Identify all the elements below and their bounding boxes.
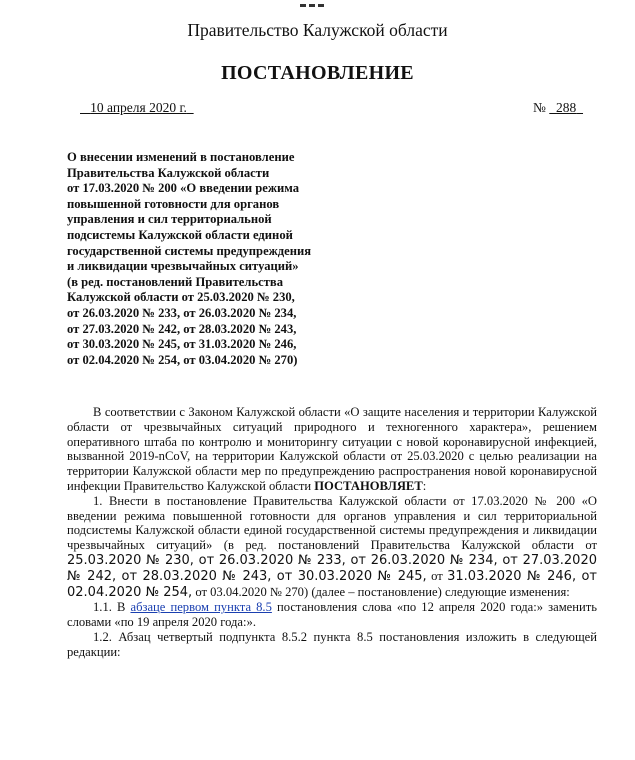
document-type-title: ПОСТАНОВЛЕНИЕ [221, 62, 414, 84]
paragraph-8-5-link[interactable]: абзаце первом пункта 8.5 [130, 600, 272, 615]
document-number [533, 100, 583, 116]
date-value: 10 апреля 2020 г. [90, 100, 187, 115]
subject-line: от 30.03.2020 № 245, от 31.03.2020 № 246, [67, 337, 297, 352]
number-label: № [533, 100, 546, 115]
subject-line: и ликвидации чрезвычайных ситуаций» [67, 259, 299, 274]
document-date [80, 100, 194, 116]
subject-line: Калужской области от 25.03.2020 № 230, [67, 290, 295, 305]
subject-line: от 27.03.2020 № 242, от 28.03.2020 № 243, [67, 321, 297, 336]
number-value: 288 [556, 100, 577, 115]
subject-line: управления и сил территориальной [67, 212, 272, 227]
document-body [67, 405, 597, 660]
subject-line: О внесении изменений в постановление [67, 150, 295, 164]
subject-line: повышенной готовности для органов [67, 196, 280, 211]
resolves-keyword: ПОСТАНОВЛЯЕТ [314, 478, 423, 493]
subject-line: от 17.03.2020 № 200 «О введении режима [67, 181, 300, 196]
subject-line: подсистемы Калужской области единой [67, 227, 293, 242]
coat-of-arms-fragment [300, 0, 340, 2]
item-1-paragraph: 1. Внести в постановление Правительства Калужской области от 17.03.2020 № 200 «О введении режима повышенной готовности для органов управления и сил территориальной подсистемы Калужской области единой государственной системы предупреждения и ликвидации чрезвычайных ситуаций» (в ред. постановлений Правительства Калужской области от 25.03.2020 № 230, от 26.03.2020 № 233, от 26.03.2020 № 234, от 27.03.2020 № 242, от 28.03.2020 № 243, от 30.03.2020 № 245, от 31.03.2020 № 246, от 02.04.2020 № 254, от 03.04.2020 № 270) (далее – постановление) следующие изменения: [67, 493, 597, 600]
item-1-1-paragraph: 1.1. В абзаце первом пункта 8.5 постановления слова «по 12 апреля 2020 года:» заменить словами «по 19 апреля 2020 года:». [67, 600, 597, 630]
item-1-2-paragraph: 1.2. Абзац четвертый подпункта 8.5.2 пункта 8.5 постановления изложить в следующей редакции: [67, 629, 597, 659]
preamble-paragraph: В соответствии с Законом Калужской области «О защите населения и территории Калужской области от чрезвычайных ситуаций природного и техногенного характера», решением оперативного штаба по контролю и мониторингу ситуации с новой коронавирусной инфекцией, вызванной 2019-nCoV, на территории Калужской области от 25.03.2020 с целью реализации на территории Калужской области мер по предупреждению распространения новой коронавирусной инфекции Правительство Калужской области ПОСТАНОВЛЯЕТ: [67, 405, 597, 493]
subject-line: Правительства Калужской области [67, 165, 270, 180]
subject-line: от 26.03.2020 № 233, от 26.03.2020 № 234, [67, 305, 297, 320]
organization-name: Правительство Калужской области [187, 20, 448, 40]
subject-line: от 02.04.2020 № 254, от 03.04.2020 № 270) [67, 352, 298, 367]
subject-block [67, 150, 342, 368]
subject-line: (в ред. постановлений Правительства [67, 274, 283, 289]
subject-line: государственной системы предупреждения [67, 243, 312, 258]
